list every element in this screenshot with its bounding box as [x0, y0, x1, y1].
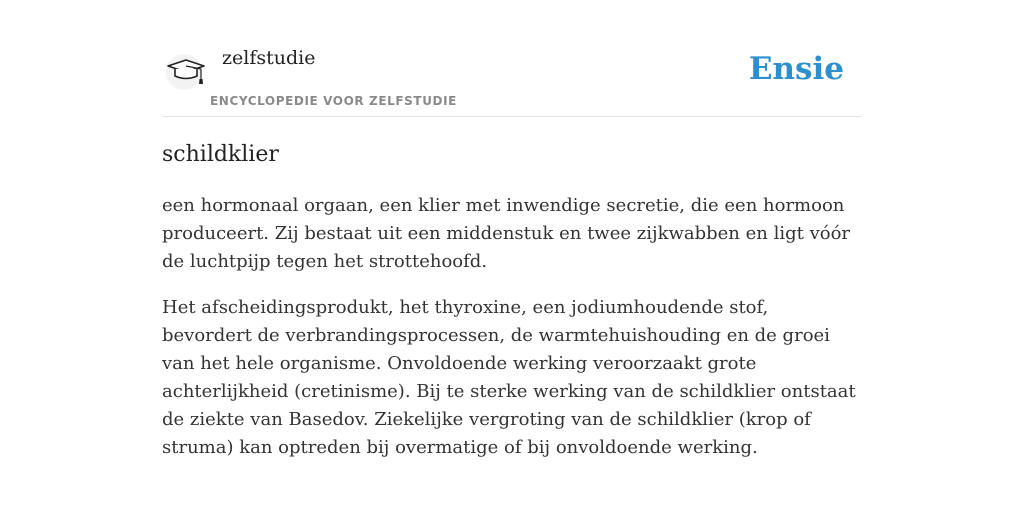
definition-paragraph: een hormonaal orgaan, een klier met inwendige secretie, die een hormoon produceert. Zij bestaat uit een middenstuk en twee zijkwabben en ligt vóór de luchtpijp tegen het strottehoofd. — [162, 195, 851, 272]
site-tagline: ENCYCLOPEDIE VOOR ZELFSTUDIE — [210, 94, 457, 108]
entry-definition — [162, 192, 862, 480]
graduation-cap-icon — [164, 50, 208, 92]
site-logo-link[interactable] — [164, 50, 208, 92]
site-name[interactable]: zelfstudie — [222, 47, 316, 69]
definition-paragraph: Het afscheidingsprodukt, het thyroxine, een jodiumhoudende stof, bevordert de verbrandingsprocessen, de warmtehuishouding en de groei van het hele organisme. Onvoldoende werking veroorzaakt grote achterlijkheid (cretinisme). Bij te sterke werking van de schildklier ontstaat de ziekte van Basedov. Ziekelijke vergroting van de schildklier (krop of struma) kan optreden bij overmatige of bij onvoldoende werking. — [162, 297, 856, 458]
ensie-brand-link[interactable]: Ensie — [748, 51, 844, 87]
entry-term-title: schildklier — [162, 142, 279, 167]
site-header — [162, 0, 862, 117]
